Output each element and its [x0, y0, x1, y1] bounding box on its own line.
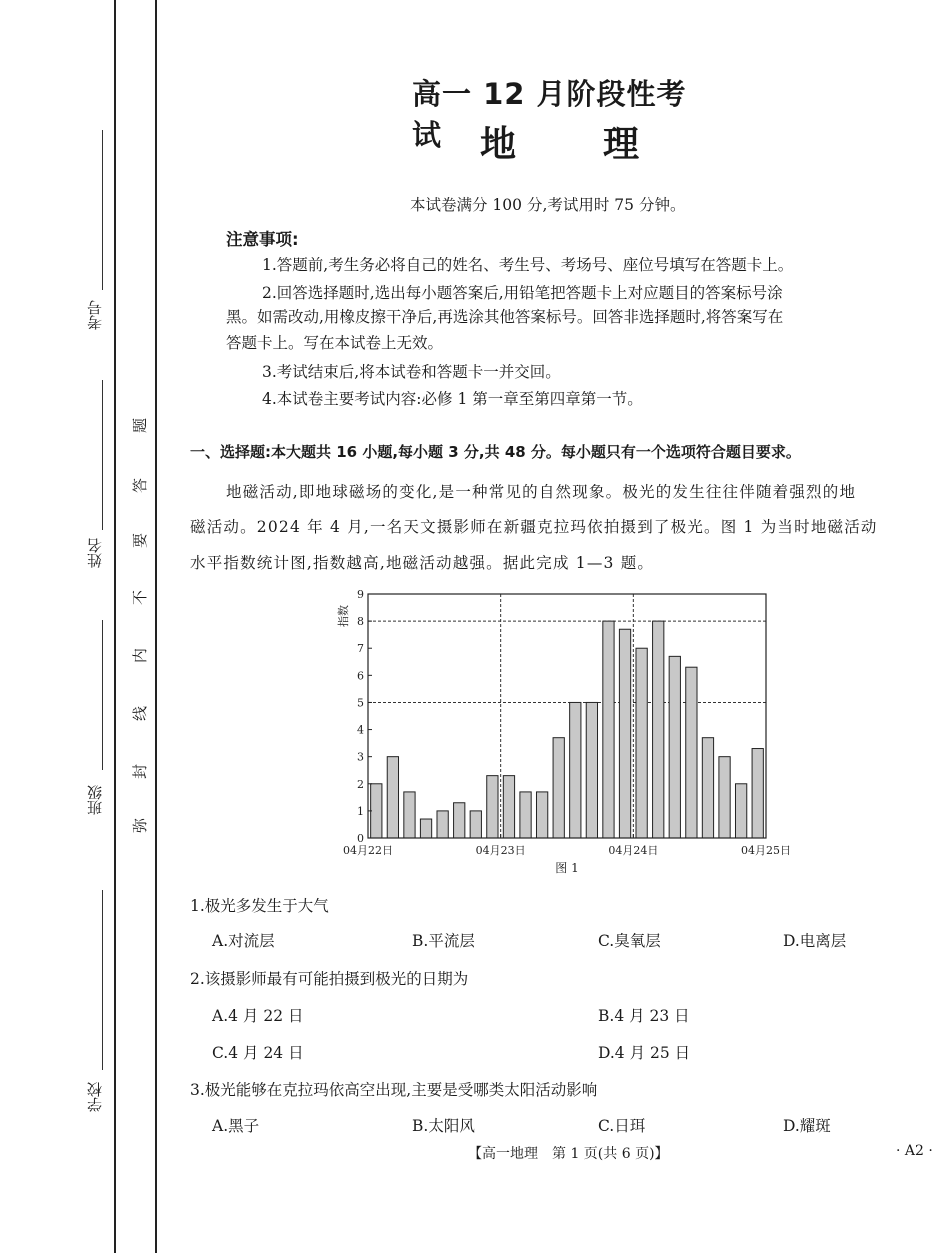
y-axis-label: 指数 [337, 605, 350, 627]
bar [420, 819, 431, 838]
notes-line: 2.回答选择题时,选出每小题答案后,用铅笔把答题卡上对应题目的答案标号涂 [262, 284, 783, 302]
notes-line: 3.考试结束后,将本试卷和答题卡一并交回。 [262, 363, 561, 381]
bar [404, 792, 415, 838]
seal-char: 要 [131, 532, 150, 549]
bar [520, 792, 531, 838]
bar [686, 667, 697, 838]
y-tick-label: 2 [357, 777, 364, 791]
binding-line-left [114, 0, 116, 1253]
subject-char-2: 理 [603, 124, 640, 165]
question-1-option-c: C.臭氧层 [598, 932, 661, 950]
bar [752, 749, 763, 838]
geomagnetic-index-chart [320, 585, 810, 880]
exam-info: 本试卷满分 100 分,考试用时 75 分钟。 [410, 196, 686, 214]
question-2-option-b: B.4 月 23 日 [598, 1007, 690, 1025]
question-1-stem: 1.极光多发生于大气 [190, 897, 329, 915]
question-3-option-b: B.太阳风 [412, 1117, 475, 1135]
question-2-option-a: A.4 月 22 日 [212, 1007, 304, 1025]
bar [619, 629, 630, 838]
subject-char-1: 地 [480, 124, 517, 165]
y-tick-label: 9 [357, 588, 364, 601]
question-2-option-d: D.4 月 25 日 [598, 1044, 691, 1062]
y-tick-label: 0 [357, 832, 364, 845]
section-heading: 一、选择题:本大题共 16 小题,每小题 3 分,共 48 分。每小题只有一个选项符合题目要求。 [190, 443, 801, 461]
exam-title: 高一 12 月阶段性考试 [412, 77, 687, 152]
bar [636, 648, 647, 838]
field-name-line [102, 380, 103, 530]
notes-line: 1.答题前,考生务必将自己的姓名、考生号、考场号、座位号填写在答题卡上。 [262, 256, 794, 274]
bar [503, 776, 514, 838]
bar [570, 702, 581, 838]
binding-margin [0, 0, 158, 1253]
passage-line: 地磁活动,即地球磁场的变化,是一种常见的自然现象。极光的发生往往伴随着强烈的地 [226, 483, 857, 501]
bar [603, 621, 614, 838]
passage-line: 水平指数统计图,指数越高,地磁活动越强。据此完成 1—3 题。 [190, 554, 655, 572]
question-1-option-a: A.对流层 [212, 932, 275, 950]
question-3-stem: 3.极光能够在克拉玛依高空出现,主要是受哪类太阳活动影响 [190, 1081, 598, 1099]
notes-heading: 注意事项: [226, 230, 299, 249]
bar [553, 738, 564, 838]
bar [719, 757, 730, 838]
seal-char: 答 [131, 477, 150, 494]
seal-char: 弥 [131, 817, 150, 834]
field-exam-no-line [102, 130, 103, 290]
notes-line: 4.本试卷主要考试内容:必修 1 第一章至第四章第一节。 [262, 390, 643, 408]
x-tick-label: 04月23日 [475, 844, 526, 857]
paper-code: · A2 · [896, 1143, 933, 1159]
field-school: 学校 [86, 1082, 104, 1112]
bar [371, 784, 382, 838]
seal-char: 题 [131, 417, 150, 434]
bar [669, 656, 680, 838]
x-tick-label: 04月22日 [343, 844, 393, 857]
bar [487, 776, 498, 838]
y-tick-label: 4 [357, 723, 364, 737]
bar [470, 811, 481, 838]
question-1-option-b: B.平流层 [412, 932, 475, 950]
question-2-option-c: C.4 月 24 日 [212, 1044, 304, 1062]
bar [454, 803, 465, 838]
bar [437, 811, 448, 838]
y-tick-label: 8 [357, 615, 364, 629]
bar [735, 784, 746, 838]
bar [653, 621, 664, 838]
notes-line: 黑。如需改动,用橡皮擦干净后,再选涂其他答案标号。回答非选择题时,将答案写在 [226, 308, 784, 326]
field-school-line [102, 890, 103, 1070]
y-tick-label: 3 [357, 750, 364, 764]
seal-char: 线 [131, 705, 150, 722]
y-tick-label: 5 [357, 696, 364, 710]
question-2-stem: 2.该摄影师最有可能拍摄到极光的日期为 [190, 970, 469, 988]
question-3-option-c: C.日珥 [598, 1117, 646, 1135]
field-name: 姓名 [86, 538, 104, 568]
notes-line: 答题卡上。写在本试卷上无效。 [226, 334, 444, 352]
field-class: 班级 [86, 785, 104, 815]
question-3-option-a: A.黑子 [212, 1117, 260, 1135]
x-tick-label: 04月24日 [608, 844, 659, 857]
field-exam-no: 考号 [86, 300, 104, 330]
question-3-option-d: D.耀斑 [783, 1117, 831, 1135]
bar [536, 792, 547, 838]
seal-char: 不 [131, 589, 150, 606]
bar [387, 757, 398, 838]
seal-char: 内 [131, 647, 150, 664]
bar [702, 738, 713, 838]
bar [586, 702, 597, 838]
passage-line: 磁活动。2024 年 4 月,一名天文摄影师在新疆克拉玛依拍摄到了极光。图 1 为当时地磁活动 [190, 518, 878, 536]
y-tick-label: 1 [357, 804, 364, 818]
page-footer: 【高一地理 第 1 页(共 6 页)】 [468, 1146, 669, 1162]
x-tick-label: 04月25日 [741, 844, 791, 857]
binding-line-right [155, 0, 157, 1253]
seal-char: 封 [131, 763, 150, 780]
y-tick-label: 7 [357, 642, 364, 656]
question-1-option-d: D.电离层 [783, 932, 847, 950]
y-tick-label: 6 [357, 669, 364, 683]
field-class-line [102, 620, 103, 770]
chart-caption: 图 1 [555, 861, 579, 875]
